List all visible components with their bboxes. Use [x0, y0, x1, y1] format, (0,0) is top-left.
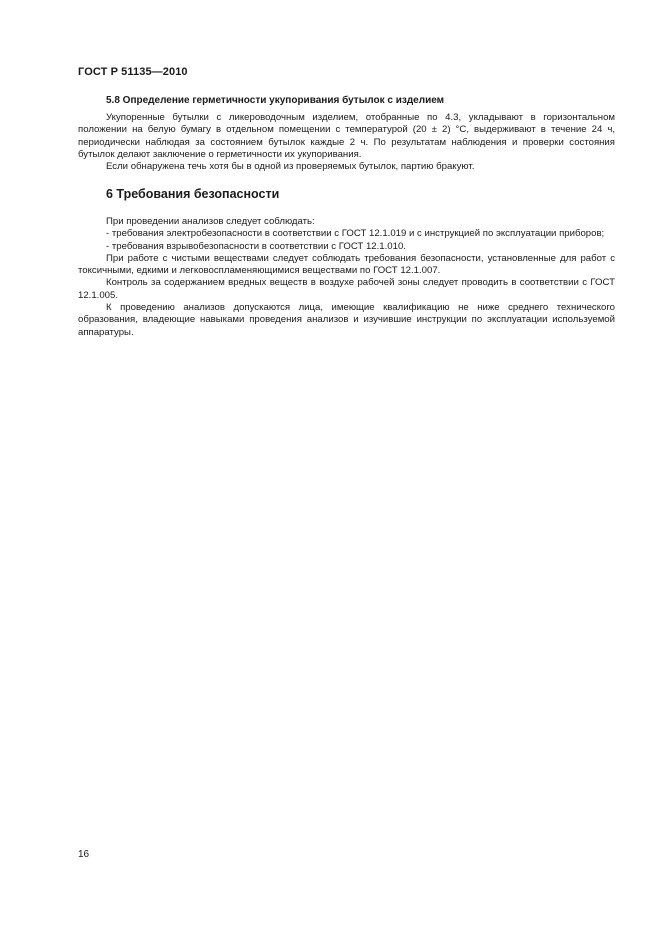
document-header: ГОСТ Р 51135—2010 — [78, 66, 188, 78]
paragraph: - требования электробезопасности в соответствии с ГОСТ 12.1.019 и с инструкцией по эксплуатации приборов; — [106, 228, 605, 240]
section-5-8-body — [78, 112, 615, 173]
page-number: 16 — [78, 849, 90, 860]
paragraph: При работе с чистыми веществами следует соблюдать требования безопасности, установленные для работ с токсичными, едкими и легковоспламеняющимися веществами по ГОСТ 12.1.007. — [78, 252, 615, 277]
section-5-8-heading: 5.8 Определение герметичности укупоривания бутылок с изделием — [106, 95, 445, 106]
paragraph: К проведению анализов допускаются лица, имеющие квалификацию не ниже среднего технического образования, владеющие навыками проведения анализов и изучившие инструкции по эксплуатации используемой аппаратуры. — [78, 302, 615, 338]
paragraph: При проведении анализов следует соблюдать: — [106, 216, 315, 227]
paragraph: Контроль за содержанием вредных веществ в воздухе рабочей зоны следует проводить в соответствии с ГОСТ 12.1.005. — [78, 277, 615, 301]
paragraph: Если обнаружена течь хотя бы в одной из проверяемых бутылок, партию бракуют. — [106, 161, 475, 173]
paragraph: Укупоренные бутылки с ликероводочным изделием, отобранные по 4.3, укладывают в горизонтальном положении на белую бумагу в отдельном помещении с температурой (20 ± 2) °С, выдерживают в течение 24 ч, периодически наблюдая за состоянием бутылок каждые 2 ч. По результатам наблюдения и проверки состояния бутылок делают заключение о герметичности их укупоривания. — [78, 112, 615, 160]
section-6-heading: 6 Требования безопасности — [106, 187, 280, 201]
paragraph: - требования взрывобезопасности в соответствии с ГОСТ 12.1.010. — [106, 240, 406, 252]
section-6-body — [78, 216, 615, 339]
